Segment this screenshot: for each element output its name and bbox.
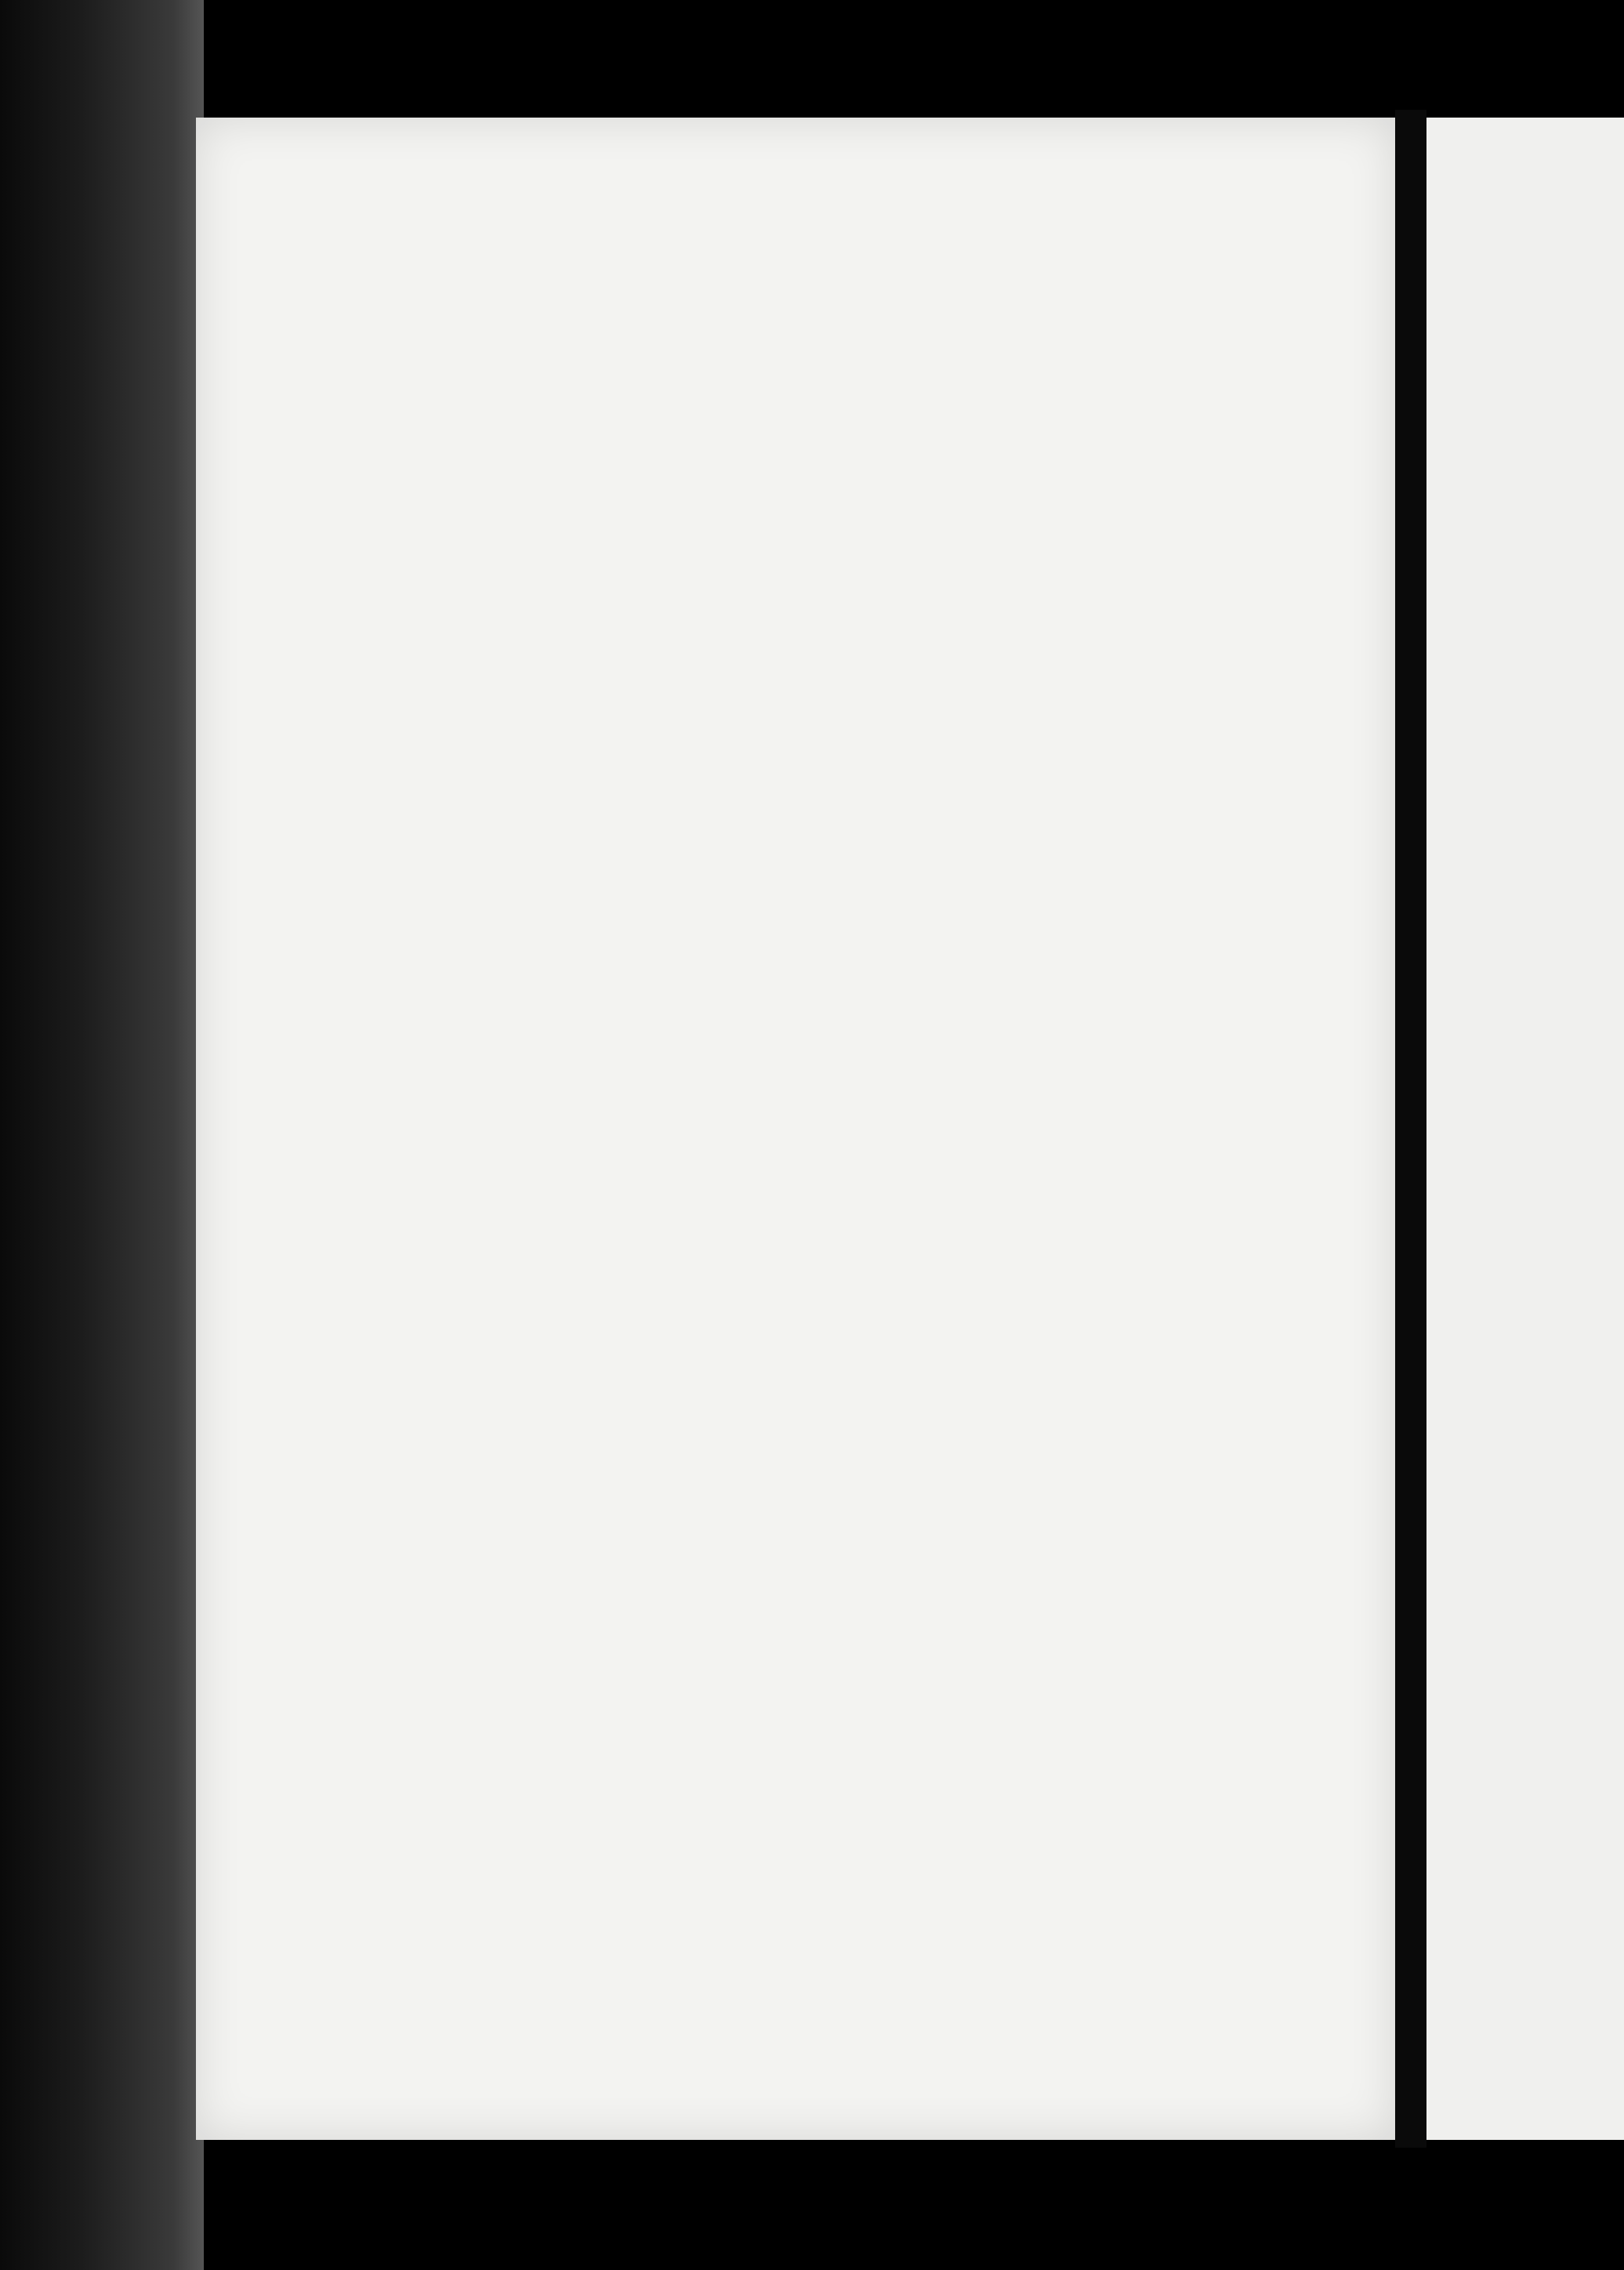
book-spine <box>0 0 204 2270</box>
price-table <box>349 317 1364 843</box>
page-right <box>1426 118 1624 2140</box>
book-gutter <box>1395 110 1426 2148</box>
main-text <box>349 317 1364 843</box>
units-row <box>349 372 1364 397</box>
page-content <box>196 118 1395 2140</box>
page-header <box>349 270 1360 302</box>
